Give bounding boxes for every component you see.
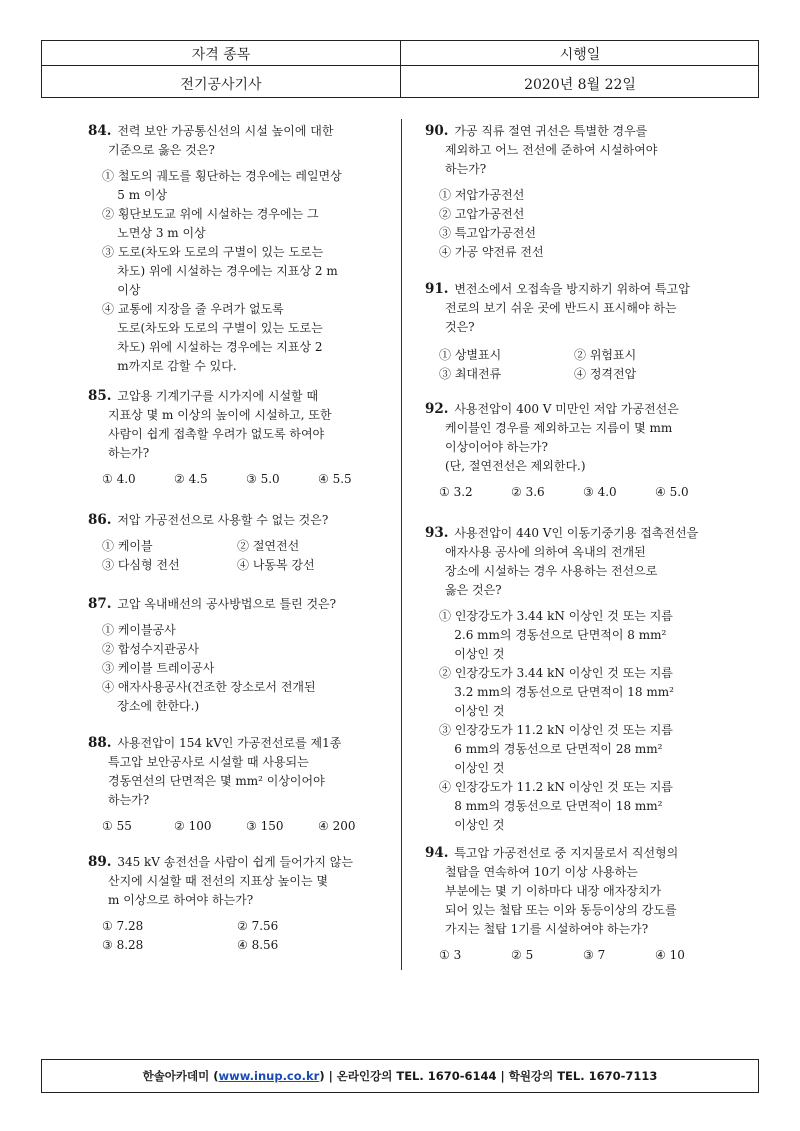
answer-choice[interactable]: ④ 나동복 강선 bbox=[237, 558, 315, 572]
question-stem-line: 옳은 것은? bbox=[445, 583, 502, 597]
footer-bar bbox=[41, 1059, 759, 1093]
question-number: 86. bbox=[88, 512, 112, 528]
answer-choice[interactable]: ② 절연전선 bbox=[237, 539, 300, 553]
answer-choice[interactable]: ④ 5.0 bbox=[655, 485, 689, 499]
question-stem-line: 가지는 철탑 1기를 시설하여야 하는가? bbox=[445, 922, 649, 936]
answer-choice[interactable]: ② 합성수지관공사 bbox=[102, 642, 199, 656]
answer-choice[interactable]: 5 m 이상 bbox=[102, 188, 168, 202]
question-text: 사용전압이 154 kV인 가공전선로를 제1종 bbox=[113, 736, 342, 750]
question-text: 사용전압이 440 V인 이동기중기용 접촉전선을 bbox=[450, 526, 699, 540]
answer-choice[interactable]: ③ 최대전류 bbox=[439, 367, 502, 381]
question-stem-line: 애자사용 공사에 의하여 옥내의 전개된 bbox=[445, 545, 646, 559]
header-horizontal-divider bbox=[42, 65, 758, 66]
answer-choice[interactable]: ③ 특고압가공전선 bbox=[439, 226, 536, 240]
question-text: 전력 보안 가공통신선의 시설 높이에 대한 bbox=[113, 124, 334, 138]
answer-choice[interactable]: ④ 200 bbox=[318, 819, 356, 833]
question-stem-line bbox=[425, 844, 727, 863]
answer-choice[interactable]: ① 상별표시 bbox=[439, 348, 502, 362]
question-stem-line bbox=[88, 595, 336, 614]
answer-choice[interactable]: ① 4.0 bbox=[102, 472, 136, 486]
question-86 bbox=[88, 511, 387, 575]
question-stem-line bbox=[88, 387, 390, 406]
answer-choice[interactable]: ④ 정격전압 bbox=[574, 367, 637, 381]
question-number: 89. bbox=[88, 854, 112, 870]
question-stem-line: 제외하고 어느 전선에 준하여 시설하여야 bbox=[445, 143, 658, 157]
question-text: 저압 가공전선으로 사용할 수 없는 것은? bbox=[113, 513, 329, 527]
question-number: 87. bbox=[88, 596, 112, 612]
answer-choice[interactable]: 노면상 3 m 이상 bbox=[102, 226, 206, 240]
question-number: 85. bbox=[88, 388, 112, 404]
answer-choice[interactable]: 차도) 위에 시설하는 경우에는 지표상 2 m bbox=[102, 264, 338, 278]
question-stem bbox=[425, 122, 657, 179]
answer-choice[interactable]: ② 7.56 bbox=[237, 919, 279, 933]
footer-academy: 한솔아카데미 ( bbox=[142, 1069, 219, 1083]
question-text: 변전소에서 오접속을 방지하기 위하여 특고압 bbox=[450, 282, 690, 296]
answer-choices bbox=[88, 917, 387, 955]
answer-choice[interactable]: ② 고압가공전선 bbox=[439, 207, 525, 221]
answer-choice[interactable]: 이상인 것 bbox=[439, 818, 505, 832]
question-stem-line: 전로의 보기 쉬운 곳에 반드시 표시해야 하는 bbox=[445, 301, 677, 315]
answer-choices bbox=[425, 483, 727, 502]
answer-choice[interactable]: 6 mm의 경동선으로 단면적이 28 mm² bbox=[439, 742, 663, 756]
question-stem-line: 하는가? bbox=[108, 793, 150, 807]
answer-choice[interactable]: ④ 교통에 지장을 줄 우려가 없도록 bbox=[102, 302, 284, 316]
answer-choice[interactable]: ④ 인장강도가 11.2 kN 이상인 것 또는 지름 bbox=[439, 780, 673, 794]
subject-value: 전기공사기사 bbox=[180, 77, 262, 93]
answer-choice[interactable]: ① 철도의 궤도를 횡단하는 경우에는 레일면상 bbox=[102, 169, 342, 183]
question-stem-line: 장소에 시설하는 경우 사용하는 전선으로 bbox=[445, 564, 658, 578]
question-stem-line: m 이상으로 하여야 하는가? bbox=[108, 893, 254, 907]
question-text: 사용전압이 400 V 미만인 저압 가공전선은 bbox=[450, 402, 679, 416]
answer-choices bbox=[88, 167, 342, 376]
question-stem bbox=[88, 511, 387, 530]
answer-choice[interactable]: ① 저압가공전선 bbox=[439, 188, 525, 202]
answer-choice[interactable]: 차도) 위에 시설하는 경우에는 지표상 2 bbox=[102, 340, 323, 354]
question-stem-line: (단, 절연전선은 제외한다.) bbox=[445, 459, 586, 473]
answer-choice[interactable]: 장소에 한한다.) bbox=[102, 699, 200, 713]
question-stem bbox=[88, 387, 390, 463]
question-text: 고압용 기계기구를 시가지에 시설할 때 bbox=[113, 389, 319, 403]
question-stem-line bbox=[425, 400, 727, 419]
answer-choices bbox=[425, 607, 698, 835]
exam-header-table bbox=[41, 40, 759, 98]
question-stem bbox=[425, 280, 724, 337]
question-number: 92. bbox=[425, 401, 449, 417]
answer-choice[interactable]: 8 mm의 경동선으로 단면적이 18 mm² bbox=[439, 799, 663, 813]
question-stem bbox=[425, 400, 727, 476]
question-stem-line bbox=[88, 122, 342, 141]
question-stem-line: 특고압 보안공사로 시설할 때 사용되는 bbox=[108, 755, 309, 769]
answer-choice[interactable]: ② 5 bbox=[511, 948, 534, 962]
answer-choice[interactable]: ③ 도로(차도와 도로의 구별이 있는 도로는 bbox=[102, 245, 324, 259]
question-number: 90. bbox=[425, 123, 449, 139]
answer-choice[interactable]: 이상 bbox=[102, 283, 141, 297]
answer-choice[interactable]: ② 인장강도가 3.44 kN 이상인 것 또는 지름 bbox=[439, 666, 673, 680]
date-label: 시행일 bbox=[559, 47, 601, 63]
question-stem bbox=[88, 853, 387, 910]
question-85 bbox=[88, 387, 390, 489]
answer-choice[interactable]: ④ 10 bbox=[655, 948, 685, 962]
column-divider bbox=[401, 119, 402, 970]
question-stem-line bbox=[425, 524, 698, 543]
answer-choice[interactable]: ① 3 bbox=[439, 948, 462, 962]
answer-choice[interactable]: ② 위험표시 bbox=[574, 348, 637, 362]
answer-choices bbox=[425, 946, 727, 965]
question-stem-line bbox=[425, 122, 657, 141]
question-89 bbox=[88, 853, 387, 955]
question-number: 84. bbox=[88, 123, 112, 139]
question-stem-line: 부분에는 몇 기 이하마다 내장 애자장치가 bbox=[445, 884, 662, 898]
answer-choice[interactable]: ③ 다심형 전선 bbox=[102, 558, 180, 572]
question-number: 88. bbox=[88, 735, 112, 751]
question-text: 가공 직류 절연 귀선은 특별한 경우를 bbox=[450, 124, 648, 138]
question-stem-line bbox=[425, 280, 724, 299]
question-text: 345 kV 송전선을 사람이 쉽게 들어가지 않는 bbox=[113, 855, 353, 869]
answer-choice[interactable]: ① 7.28 bbox=[102, 919, 144, 933]
question-stem bbox=[88, 122, 342, 160]
answer-choice[interactable]: ③ 케이블 트레이공사 bbox=[102, 661, 215, 675]
question-stem-line: 사람이 쉽게 접촉할 우려가 없도록 하여야 bbox=[108, 427, 325, 441]
answer-choice[interactable]: ② 3.6 bbox=[511, 485, 545, 499]
question-stem-line: 산지에 시설할 때 전선의 지표상 높이는 몇 bbox=[108, 874, 328, 888]
academy-website-link[interactable]: www.inup.co.kr bbox=[218, 1069, 320, 1083]
question-stem-line bbox=[88, 511, 387, 530]
question-number: 91. bbox=[425, 281, 449, 297]
answer-choice[interactable]: ① 3.2 bbox=[439, 485, 473, 499]
question-stem-line: 되어 있는 철탑 또는 이와 동등이상의 강도를 bbox=[445, 903, 677, 917]
answer-choices bbox=[425, 346, 724, 384]
answer-choice[interactable]: 이상인 것 bbox=[439, 647, 505, 661]
answer-choice[interactable]: ① 케이블공사 bbox=[102, 623, 176, 637]
answer-choice[interactable]: ② 4.5 bbox=[174, 472, 208, 486]
question-stem-line: 케이블인 경우를 제외하고는 지름이 몇 mm bbox=[445, 421, 673, 435]
question-93 bbox=[425, 524, 698, 835]
answer-choice[interactable]: ① 케이블 bbox=[102, 539, 153, 553]
question-stem-line: 철탑을 연속하여 10기 이상 사용하는 bbox=[445, 865, 638, 879]
question-84 bbox=[88, 122, 342, 376]
answer-choice[interactable]: ④ 가공 약전류 전선 bbox=[439, 245, 544, 259]
answer-choices bbox=[88, 621, 336, 716]
answer-choice[interactable]: ④ 애자사용공사(건조한 장소로서 전개된 bbox=[102, 680, 316, 694]
question-stem-line bbox=[88, 734, 390, 753]
answer-choice[interactable]: 3.2 mm의 경동선으로 단면적이 18 mm² bbox=[439, 685, 674, 699]
answer-choice[interactable]: ③ 7 bbox=[583, 948, 606, 962]
answer-choice[interactable]: 이상인 것 bbox=[439, 761, 505, 775]
question-87 bbox=[88, 595, 336, 716]
answer-choices bbox=[88, 817, 390, 836]
question-stem-line bbox=[88, 853, 387, 872]
answer-choice[interactable]: ③ 4.0 bbox=[583, 485, 617, 499]
question-stem-line: 것은? bbox=[445, 320, 475, 334]
answer-choice[interactable]: ② 횡단보도교 위에 시설하는 경우에는 그 bbox=[102, 207, 319, 221]
answer-choice[interactable]: ③ 8.28 bbox=[102, 938, 144, 952]
question-stem-line: 경동연선의 단면적은 몇 mm² 이상이어야 bbox=[108, 774, 325, 788]
question-number: 93. bbox=[425, 525, 449, 541]
answer-choice[interactable]: ① 55 bbox=[102, 819, 132, 833]
answer-choice[interactable]: 도로(차도와 도로의 구별이 있는 도로는 bbox=[102, 321, 323, 335]
question-stem-line: 기준으로 옳은 것은? bbox=[108, 143, 215, 157]
answer-choice[interactable]: 이상인 것 bbox=[439, 704, 505, 718]
answer-choices bbox=[425, 186, 657, 262]
answer-choice[interactable]: ③ 150 bbox=[246, 819, 284, 833]
question-stem bbox=[88, 734, 390, 810]
question-stem bbox=[425, 844, 727, 939]
question-94 bbox=[425, 844, 727, 965]
question-92 bbox=[425, 400, 727, 502]
question-91 bbox=[425, 280, 724, 384]
date-value: 2020년 8월 22일 bbox=[524, 77, 636, 93]
question-stem-line: 이상이어야 하는가? bbox=[445, 440, 548, 454]
question-text: 고압 옥내배선의 공사방법으로 틀린 것은? bbox=[113, 597, 337, 611]
question-stem bbox=[88, 595, 336, 614]
answer-choice[interactable]: ④ 5.5 bbox=[318, 472, 352, 486]
question-stem-line: 하는가? bbox=[108, 446, 150, 460]
answer-choices bbox=[88, 537, 387, 575]
question-stem-line: 지표상 몇 m 이상의 높이에 시설하고, 또한 bbox=[108, 408, 332, 422]
answer-choice[interactable]: ③ 5.0 bbox=[246, 472, 280, 486]
subject-label: 자격 종목 bbox=[191, 47, 251, 63]
question-stem bbox=[425, 524, 698, 600]
footer-contact: ) | 온라인강의 TEL. 1670-6144 | 학원강의 TEL. 1670-7113 bbox=[319, 1069, 658, 1083]
question-88 bbox=[88, 734, 390, 836]
answer-choice[interactable]: ② 100 bbox=[174, 819, 212, 833]
answer-choice[interactable]: m까지로 감할 수 있다. bbox=[102, 359, 237, 373]
answer-choice[interactable]: ① 인장강도가 3.44 kN 이상인 것 또는 지름 bbox=[439, 609, 673, 623]
question-90 bbox=[425, 122, 657, 262]
question-text: 특고압 가공전선로 중 지지물로서 직선형의 bbox=[450, 846, 679, 860]
answer-choice[interactable]: 2.6 mm의 경동선으로 단면적이 8 mm² bbox=[439, 628, 667, 642]
answer-choices bbox=[88, 470, 390, 489]
answer-choice[interactable]: ④ 8.56 bbox=[237, 938, 279, 952]
question-stem-line: 하는가? bbox=[445, 162, 487, 176]
answer-choice[interactable]: ③ 인장강도가 11.2 kN 이상인 것 또는 지름 bbox=[439, 723, 673, 737]
question-number: 94. bbox=[425, 845, 449, 861]
